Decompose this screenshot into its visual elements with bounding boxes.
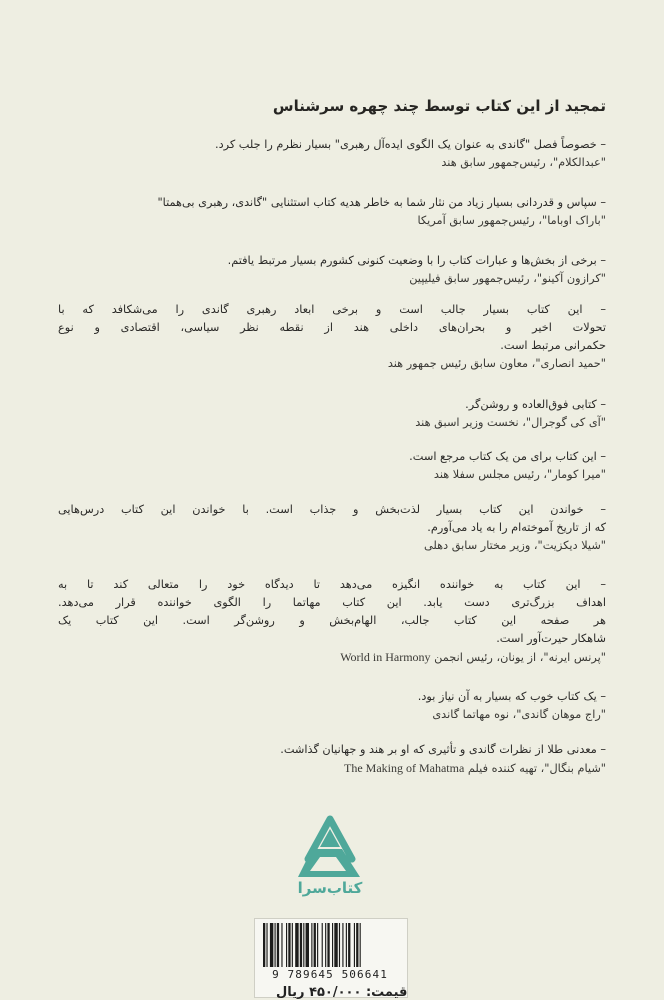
endorsement-quote <box>58 576 606 667</box>
quote-author <box>58 759 606 778</box>
quote-text: شاهکار حیرت‌آور است. <box>496 632 606 645</box>
quote-author-name: "پرنس ایرنه"، از یونان، رئیس انجمن <box>434 651 606 664</box>
quote-author: "راج موهان گاندی"، نوه مهاتما گاندی <box>432 708 606 721</box>
quote-text: اهداف بزرگ‌تری دست یابد. این کتاب مهاتما را الگوی خواننده قرار می‌دهد. <box>58 596 606 609</box>
quote-text: – خصوصاً فصل "گاندی به عنوان یک الگوی ایده‌آل رهبری" بسیار نظرم را جلب کرد. <box>214 138 606 151</box>
endorsement-quote <box>58 301 606 373</box>
endorsement-quote <box>58 252 606 288</box>
quote-text: – برخی از بخش‌ها و عبارات کتاب را با وضعیت کنونی کشورم بسیار مرتبط یافتم. <box>227 254 606 267</box>
endorsement-quote <box>58 501 606 555</box>
quote-author: "میرا کومار"، رئیس مجلس سفلا هند <box>433 468 606 481</box>
quote-text: – سپاس و قدردانی بسیار زیاد من نثار شما به خاطر هدیه کتاب استثنایی "گاندی، رهبری بی‌همتا" <box>157 196 606 209</box>
quote-author: "شیلا دیکزیت"، وزیر مختار سابق دهلی <box>423 539 606 552</box>
publisher-logo <box>290 815 370 905</box>
endorsement-quote <box>58 688 606 724</box>
quote-author: "حمید انصاری"، معاون سابق رئیس جمهور هند <box>387 357 606 370</box>
quote-text: – معدنی طلا از نظرات گاندی و تأثیری که او بر هند و جهانیان گذاشت. <box>280 743 606 756</box>
quote-text: – یک کتاب خوب که بسیار به آن نیاز بود. <box>417 690 606 703</box>
quote-text: تحولات اخیر و بحران‌های داخلی هند از نقطه نظر سیاسی، اقتصادی و نوع <box>58 321 606 334</box>
quote-author: "آی کی گوجرال"، نخست وزیر اسبق هند <box>415 416 606 429</box>
quote-text: – کتابی فوق‌العاده و روشن‌گر. <box>465 398 606 411</box>
endorsement-quote <box>58 396 606 432</box>
quote-author: "کرازون آکینو"، رئیس‌جمهور سابق فیلیپین <box>409 272 606 285</box>
quote-text: حکمرانی مرتبط است. <box>500 339 606 352</box>
quote-text: – این کتاب به خواننده انگیزه می‌دهد تا دیدگاه خود را متعالی کند تا به <box>58 578 606 591</box>
quote-author-organization: World in Harmony <box>340 650 431 664</box>
quote-text: – خواندن این کتاب بسیار لذت‌بخش و جذاب است. با خواندن این کتاب درس‌هایی <box>58 503 606 516</box>
isbn-number: 9 789645 506641 <box>272 968 388 981</box>
publisher-name: کتاب‌سرا <box>297 879 363 897</box>
page-title: تمجید از این کتاب توسط چند چهره سرشناس <box>272 97 606 115</box>
quote-text: هر صفحه این کتاب جالب، الهام‌بخش و روشن‌گر است. این کتاب یک <box>58 614 606 627</box>
endorsement-quote <box>58 741 606 778</box>
quote-text: – این کتاب بسیار جالب است و برخی ابعاد رهبری گاندی را می‌شکافد که با <box>58 303 606 316</box>
quote-author-film: The Making of Mahatma <box>344 761 465 775</box>
quote-author: "باراک اوباما"، رئیس‌جمهور سابق آمریکا <box>417 214 606 227</box>
quote-author: "عبدالکلام"، رئیس‌جمهور سابق هند <box>441 156 606 169</box>
endorsement-quote <box>58 136 606 172</box>
endorsement-quote <box>58 448 606 484</box>
endorsement-quote <box>58 194 606 230</box>
quote-text: – این کتاب برای من یک کتاب مرجع است. <box>409 450 606 463</box>
quote-author <box>58 648 606 667</box>
quote-text: که از تاریخ آموخته‌ام را به یاد می‌آورم. <box>427 521 606 534</box>
quote-author-name: "شیام بنگال"، تهیه کننده فیلم <box>467 762 606 775</box>
price-label: قیمت: ۴۵۰/۰۰۰ ریال <box>276 985 408 1000</box>
